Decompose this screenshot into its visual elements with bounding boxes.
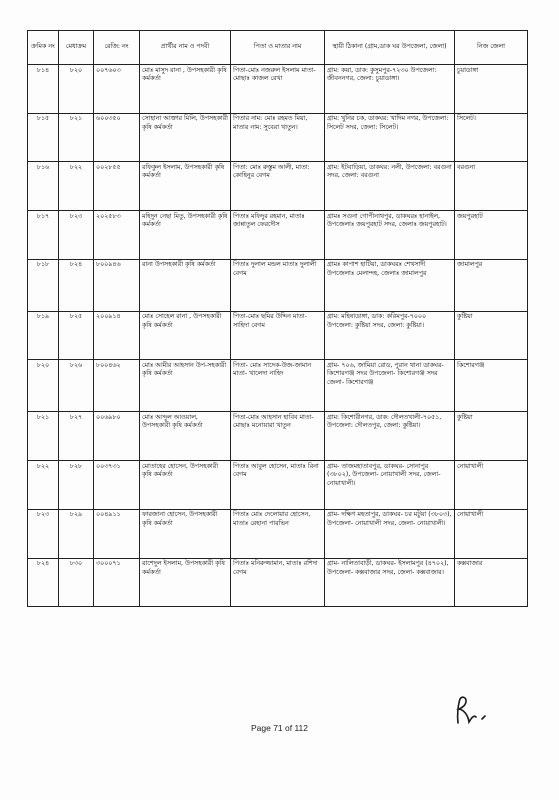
reg-cell: ৩০০০৭১ <box>94 558 140 607</box>
name-cell: মোঃ মাসুদ রানা , উপসহকারী কৃষি কর্মকর্তা <box>140 65 231 114</box>
page-number: Page 71 of 112 <box>250 723 309 733</box>
reg-cell: ০০৭৬০৩ <box>94 65 140 114</box>
serial-cell: ৮২০ <box>28 360 59 412</box>
address-cell: গ্রাম- তাজমহাতাবপুর, ডাকঘর- সোনাপুর (৩৮০২), উপজেলা- নোয়াখালী সদর, জেলা- নোয়াখালী। <box>325 461 455 510</box>
merit-cell: ৮২২ <box>59 162 94 211</box>
merit-cell: ৮২৫ <box>59 311 94 360</box>
merit-cell: ৮২১ <box>59 113 94 162</box>
serial-cell: ৮১৬ <box>28 162 59 211</box>
table-header-row <box>28 31 528 65</box>
parents-cell: পিতা- মোঃ সাদেক-উজ-জামান মাতা- খালেদা নাহিদ <box>231 360 325 412</box>
table-row <box>28 211 528 260</box>
table-row <box>28 412 528 461</box>
serial-cell: ৮১৭ <box>28 211 59 260</box>
parents-cell: পিতার নাম: মোঃ রহমত মিয়া, মাতার নাম: সুবেরা খাতুন। <box>231 113 325 162</box>
parents-cell: পিতাঃ মোঃ দেলোয়ার হোসেন, মাতাঃ রেহানা পারভিন <box>231 509 325 558</box>
district-cell: কিশোরগঞ্জ <box>455 360 528 412</box>
name-cell: ফারজানা হোসেন, উপসহকারী কৃষি কর্মকর্তা <box>140 509 231 558</box>
header-serial: ক্রমিক নং <box>28 31 59 65</box>
name-cell: মহিদুন নেছা মিতু, উপসহকারী কৃষি কর্মকর্তা <box>140 211 231 260</box>
parents-cell: পিতাঃ মফিদুর রহমান, মাতাঃ জান্নাতুল ফেরদৌস <box>231 211 325 260</box>
header-merit: মেধাক্রম <box>59 31 94 65</box>
name-cell: মোঃ আব্দুল আওয়াল, উপসহকারী কৃষি কর্মকর্তা <box>140 412 231 461</box>
parents-cell: পিতাঃ মনিরুজ্জামান, মাতাঃ রশিদা বেগম <box>231 558 325 607</box>
serial-cell: ৮২৩ <box>28 509 59 558</box>
reg-cell: ০০৬৯৮০ <box>94 412 140 461</box>
table-row <box>28 65 528 114</box>
district-cell: চুয়াডাঙ্গা <box>455 65 528 114</box>
header-reg: রেজি: নং <box>94 31 140 65</box>
table-row <box>28 509 528 558</box>
address-cell: গ্রামঃ সগুনা গোপীনাথপুর, ডাকঘরঃ হানাইল, উপজেলাঃ জয়পুরহাট সদর, জেলাঃ জয়পুরহাট। <box>325 211 455 260</box>
address-cell: গ্রামঃ কাপাশ হাটিয়া, ডাকঘরঃ শেখসাদী উপজেলাঃ মেলান্দহ, জেলাঃ জামালপুর <box>325 259 455 311</box>
table-row <box>28 311 528 360</box>
reg-cell: ৬০০৩৫০ <box>94 113 140 162</box>
reg-cell: ২০২৫৮৩ <box>94 211 140 260</box>
district-cell: কুষ্টিয়া <box>455 412 528 461</box>
merit-cell: ৮২৪ <box>59 259 94 311</box>
address-cell: গ্রাম: কয়া, ডাক: কুসুমপুর-৭২৩০ উপজেলা: জীবননগর, জেলা: চুয়াডাঙ্গা। <box>325 65 455 114</box>
header-address: স্থায়ী ঠিকানা (গ্রাম,ডাক ঘর উপজেলা, জেলা) <box>325 31 455 65</box>
serial-cell: ৮১৪ <box>28 65 59 114</box>
reg-cell: ৮০০৪৬২ <box>94 360 140 412</box>
address-cell: গ্রাম- দক্ষিণ মহতাপুর, ডাকঘর- চর মটুয়া (৩৮০৩), উপজেলা- নোয়াখালী সদর, জেলা- নোয়াখালী। <box>325 509 455 558</box>
serial-cell: ৮২২ <box>28 461 59 510</box>
serial-cell: ৮২৪ <box>28 558 59 607</box>
district-cell: কক্সবাজার <box>455 558 528 607</box>
merit-cell: ৮২৩ <box>59 211 94 260</box>
parents-cell: পিতাঃ দুলাল মন্ডল মাতাঃ দুলালী বেগম <box>231 259 325 311</box>
parents-cell: পিতা-মোঃ ছমির উদ্দিন মাতা-সাহিদা বেগম <box>231 311 325 360</box>
merit-cell: ৮২৯ <box>59 509 94 558</box>
reg-cell: ০০৩৭৩১ <box>94 461 140 510</box>
name-cell: মোতাহের হোসেন, উপসহকারী কৃষি কর্মকর্তা <box>140 461 231 510</box>
header-district: নিজ জেলা <box>455 31 528 65</box>
merit-cell: ৮৩০ <box>59 558 94 607</box>
merit-cell: ৮২৮ <box>59 461 94 510</box>
merit-cell: ৮২৬ <box>59 360 94 412</box>
table-row <box>28 162 528 211</box>
name-cell: মোঃ আমীর আহসান উপ-সহকারী কৃষি কর্মকর্তা <box>140 360 231 412</box>
address-cell: গ্রাম: কিশোরীনগর, ডাক: দৌলতখালী-৭০৫১, উপজেলা: দৌলতপুর, জেলা: কুষ্টিয়া। <box>325 412 455 461</box>
reg-cell: ৮০০৯৪৬ <box>94 259 140 311</box>
table-row <box>28 558 528 607</box>
candidate-table <box>27 30 528 607</box>
handwritten-signature <box>452 693 502 727</box>
table-row <box>28 259 528 311</box>
address-cell: গ্রাম: মহিষাডাঙ্গা, ডাক: করিমপুর-৭০০০ উপজেলা: কুষ্টিয়া সদর, জেলা: কুষ্টিয়া। <box>325 311 455 360</box>
district-cell: জয়পুরহাট <box>455 211 528 260</box>
district-cell: নোয়াখালী <box>455 461 528 510</box>
parents-cell: পিতা: মোঃ রুস্তুম আলী, মাতা: কোহিনুর বেগম <box>231 162 325 211</box>
address-cell: গ্রাম- নালিতাবাড়ী, ডাকঘর- ইসলামপুর (৪৭০২), উপজেলা- কক্সবাজার সদর, জেলা- কক্সবাজার। <box>325 558 455 607</box>
header-parents: পিতা ও মাতার নাম <box>231 31 325 65</box>
serial-cell: ৮১৯ <box>28 311 59 360</box>
address-cell: গ্রাম: ইটবাড়িয়া, ডাকঘর: নলী, উপজেলা: বরগুনা সদর, জেলা: বরগুনা <box>325 162 455 211</box>
serial-cell: ৮২১ <box>28 412 59 461</box>
parents-cell: পিতা-মোঃ আহসান হাবিব মাতা-মোছাঃ মনোয়ারা খাতুন <box>231 412 325 461</box>
name-cell: মোঃ সোহেল রানা , উপসহকারী কৃষি কর্মকর্তা <box>140 311 231 360</box>
merit-cell: ৮২০ <box>59 65 94 114</box>
reg-cell: ০০৪৯১১ <box>94 509 140 558</box>
name-cell: রফিকুল ইসলাম, উপসহকারী কৃষি কর্মকর্তা <box>140 162 231 211</box>
reg-cell: ০০২৮৫৫ <box>94 162 140 211</box>
table-row <box>28 461 528 510</box>
table-row <box>28 113 528 162</box>
serial-cell: ৮১৫ <box>28 113 59 162</box>
name-cell: রানা উপসহকারী কৃষি কর্মকর্তা <box>140 259 231 311</box>
district-cell: কুষ্টিয়া <box>455 311 528 360</box>
serial-cell: ৮১৮ <box>28 259 59 311</box>
address-cell: গ্রাম: খুনির চক, ডাকঘর: খাদিম নগর, উপজেলা: সিলেট সদর, জেলা: সিলেট। <box>325 113 455 162</box>
district-cell: জামালপুর <box>455 259 528 311</box>
name-cell: রাশেদুল ইসলাম, উপসহকারী কৃষি কর্মকর্তা <box>140 558 231 607</box>
merit-cell: ৮২৭ <box>59 412 94 461</box>
table-row <box>28 360 528 412</box>
address-cell: গ্রাম- ৭০৬, জামিয়া রোড, পুরান থানা ডাকঘর- কিশোরগঞ্জ সদর উপজেলা- কিশোরগঞ্জ সদর জেলা- কিশোরগঞ্জ <box>325 360 455 412</box>
header-name: প্রার্থীর নাম ও পদবী <box>140 31 231 65</box>
parents-cell: পিতাঃ আবুল হোসেন, মাতাঃ রিনা বেগম <box>231 461 325 510</box>
district-cell: সিলেট। <box>455 113 528 162</box>
district-cell: নোয়াখালী <box>455 509 528 558</box>
parents-cell: পিতা-মোঃ নজরুল ইসলাম মাতা-মোছাঃ কাজল রেখা <box>231 65 325 114</box>
name-cell: সোহানা আক্তার মিলি, উপসহকারী কৃষি কর্মকর্তা <box>140 113 231 162</box>
district-cell: বরগুনা <box>455 162 528 211</box>
reg-cell: ২০০৯১৪ <box>94 311 140 360</box>
